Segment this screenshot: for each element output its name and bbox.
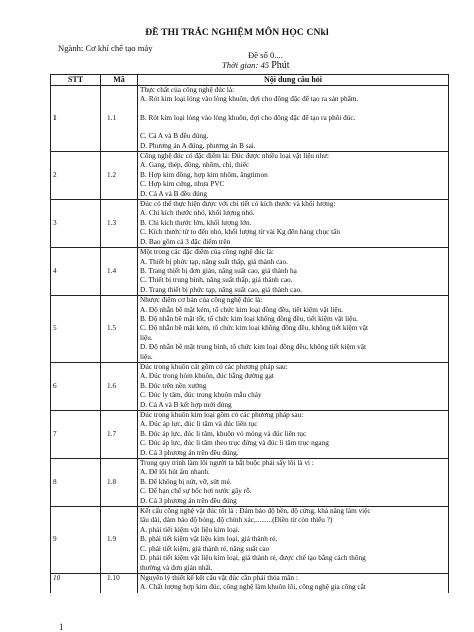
question-stem: Nguyên lý thiết kế kết cấu vật đúc cần phải thỏa mãn : <box>140 573 298 582</box>
answer-line: A. Độ nhẵn bề mặt kém, tổ chức kim loại đồng đều, tiết kiệm vật liệu. <box>140 305 344 314</box>
answer-line: A. phải tiết kiệm vật liệu kim loại. <box>140 525 240 534</box>
answer-line: liệu. <box>140 352 153 361</box>
question-number: 3 <box>51 200 101 248</box>
question-number: 10 <box>51 573 101 592</box>
question-code: 1.5 <box>101 296 138 363</box>
page-number: 1 <box>59 622 64 632</box>
answer-line: D. Cả A và B kết hợp mới đúng <box>140 400 232 409</box>
question-stem: Thực chất của công nghệ đúc là: <box>140 86 235 94</box>
question-code: 1.3 <box>101 200 138 248</box>
question-code: 1.8 <box>101 459 138 507</box>
answer-line: D. Cả 3 phương án trên đều đúng. <box>140 448 239 457</box>
answer-line: B. Đúc trên nền xưởng <box>140 381 207 390</box>
answer-line: A. Đúc trong hòm khuôn, đúc bằng đường gạt <box>140 372 274 381</box>
question-code: 1.2 <box>101 152 138 200</box>
answer-line: D. Cả 3 phương án trên đều đúng <box>140 496 237 505</box>
question-code: 1.4 <box>101 248 138 296</box>
question-content <box>138 152 449 200</box>
answer-line <box>140 105 446 114</box>
answer-line: A. Để lõi hút ẩm nhanh. <box>140 468 210 477</box>
question-content <box>138 573 449 592</box>
question-number: 5 <box>51 296 101 363</box>
answer-line: C. phải tiết kiệm, giá thành rẻ, năng suất cao <box>140 544 270 553</box>
answer-line: B. Để không bị nứt, vỡ, sứt mẻ. <box>140 477 232 486</box>
question-content <box>138 248 449 296</box>
answer-line: D. Trang thiết bị phức tạp, năng suất cao, giá thành cao. <box>140 285 302 294</box>
answer-line: C. Đúc áp lực, đúc li tâm theo trục đứng và đúc li tâm trục ngang <box>140 439 329 448</box>
answer-line: C. Để hạn chế sự bốc hơi nước gây rỗ. <box>140 487 252 496</box>
answer-line: D. Phương án A đúng, phương án B sai. <box>140 141 256 150</box>
table-row <box>51 573 449 592</box>
question-content <box>138 200 449 248</box>
question-stem: Một trong các đặc điểm của công nghệ đúc là: <box>140 248 274 257</box>
time-unit: Phút <box>271 60 290 71</box>
table-row <box>51 296 449 363</box>
question-stem: Nhược điểm cơ bản của công nghệ đúc là: <box>140 296 263 305</box>
question-number: 6 <box>51 362 101 410</box>
question-content <box>138 507 449 574</box>
table-header-row <box>51 75 449 86</box>
answer-line: D. Bao gồm cả 3 đặc điểm trên <box>140 237 231 246</box>
answer-line: D. Độ nhẵn bề mặt trung bình, tổ chức kim loại đồng đều, không tiết kiệm vật <box>140 343 367 352</box>
question-stem: Đúc có thể thực hiện được với chi tiết có kích thước và khối lượng: <box>140 200 336 209</box>
answer-line: thường và đơn giản nhất. <box>140 563 213 572</box>
answer-line: A. Thiết bị phức tạp, năng suất thấp, giá thành cao. <box>140 257 288 266</box>
answer-line: A. Chất lượng hợp kim đúc, công nghệ làm khuôn lõi, công nghệ gia công cắt <box>140 583 366 592</box>
answer-line: C. Hợp kim cứng, nhựa PVC <box>140 180 225 189</box>
answer-line <box>140 123 446 132</box>
answer-line: B. Đúc áp lực, đúc li tâm, khuôn vỏ mỏng và đúc liên tục <box>140 429 307 438</box>
question-stem: Đúc trong khuôn kim loại gồm có các phương pháp sau: <box>140 411 304 419</box>
answer-line: D. Cả A và B đều đúng <box>140 189 208 198</box>
answer-line: C. Cả A và B đều đúng. <box>140 132 209 141</box>
header-content: Nội dung câu hỏi <box>138 75 449 86</box>
answer-line: C. Đúc ly tâm, đúc trong khuôn mẫu chảy <box>140 391 262 400</box>
answer-line: liệu. <box>140 333 153 342</box>
answer-line: A. Rót kim loại lỏng vào lòng khuôn, đợi cho đông đặc để tạo ra sản phẩm. <box>140 95 359 104</box>
header-ma: Mã <box>101 75 138 86</box>
answer-line: A. Đúc áp lực, đúc li tâm và đúc liên tục <box>140 420 258 429</box>
table-row <box>51 152 449 200</box>
answer-line: lâu dài, đảm bảo độ bóng, độ chính xác,.........(Điền từ còn thiếu ?) <box>140 516 333 525</box>
table-row <box>51 86 449 152</box>
answer-line: B. phải tiết kiệm vật liệu kim loại, giá thành rẻ, <box>140 535 278 544</box>
question-content <box>138 86 449 152</box>
major-label: Ngành: Cơ khí chế tạo máy <box>58 43 153 53</box>
question-code: 1.6 <box>101 362 138 410</box>
question-stem: Công nghệ đúc có đặc điểm là: Đúc được nhiều loại vật liệu như: <box>140 152 330 161</box>
answer-line: C. Độ nhẵn bề mặt kém, tổ chức kim loại không đồng đều, không tiết kiệm vật <box>140 324 369 333</box>
answer-line: A. Gang, thép, đồng, nhôm, chì, thiếc <box>140 161 250 170</box>
question-stem: Trong quy trình làm lõi người ta bắt buộc phải sấy lõi là vì : <box>140 459 314 468</box>
answer-line: C. Kích thước từ to đến nhỏ, khối lượng từ vài Kg đến hàng chục tấn <box>140 228 340 237</box>
table-row <box>51 411 449 459</box>
time-label: Thời gian: 45 <box>222 60 270 70</box>
answer-line: B. Rót kim loại lỏng vào lòng khuôn, đợi cho đông đặc để tạo ra phôi đúc. <box>140 113 356 122</box>
table-row <box>51 200 449 248</box>
table-row <box>51 459 449 507</box>
answer-line: B. Trang thiết bị đơn giản, năng suất cao, giá thành hạ <box>140 266 297 275</box>
question-number: 4 <box>51 248 101 296</box>
question-content <box>138 411 449 459</box>
question-code: 1.1 <box>101 86 138 152</box>
question-number: 7 <box>51 411 101 459</box>
answer-line: B. Độ nhẵn bề mặt tốt, tổ chức kim loại không đồng đều, tiết kiệm vật liệu. <box>140 314 358 323</box>
header-stt: STT <box>51 75 101 86</box>
question-stem: Kết cấu công nghệ vật đúc tốt là : Đảm bảo độ bền, độ cứng, khả năng làm việc <box>140 507 371 516</box>
question-content <box>138 296 449 363</box>
question-code: 1.10 <box>101 573 138 592</box>
question-code: 1.7 <box>101 411 138 459</box>
exam-time <box>222 60 290 71</box>
table-row <box>51 362 449 410</box>
answer-line: B. Hợp kim đồng, hợp kim nhôm, ăngtimon <box>140 170 268 179</box>
question-number: 2 <box>51 152 101 200</box>
question-code: 1.9 <box>101 507 138 574</box>
question-number: 9 <box>51 507 101 574</box>
question-number: 8 <box>51 459 101 507</box>
answer-line: C. Thiết bị trung bình, năng suất thấp, giá thành cao. <box>140 276 293 285</box>
exam-number: Đề số 0.... <box>248 50 283 60</box>
table-row <box>51 248 449 296</box>
question-table <box>50 74 449 593</box>
question-content <box>138 362 449 410</box>
answer-line: B. Chi kích thước lớn, khối lượng lớn. <box>140 218 252 227</box>
table-row <box>51 507 449 574</box>
answer-line: D. phải tiết kiệm vật liệu kim loại, giá thành rẻ, được chế tạo bằng cách thông <box>140 554 366 563</box>
question-stem: Đúc trong khuôn cát gồm có các phương pháp sau: <box>140 362 288 371</box>
answer-line: A. Chi kích thước nhỏ, khối lượng nhỏ. <box>140 209 255 218</box>
question-content <box>138 459 449 507</box>
document-title: ĐỀ THI TRẮC NGHIỆM MÔN HỌC CNkl <box>145 27 329 38</box>
question-number: 1 <box>51 86 101 152</box>
